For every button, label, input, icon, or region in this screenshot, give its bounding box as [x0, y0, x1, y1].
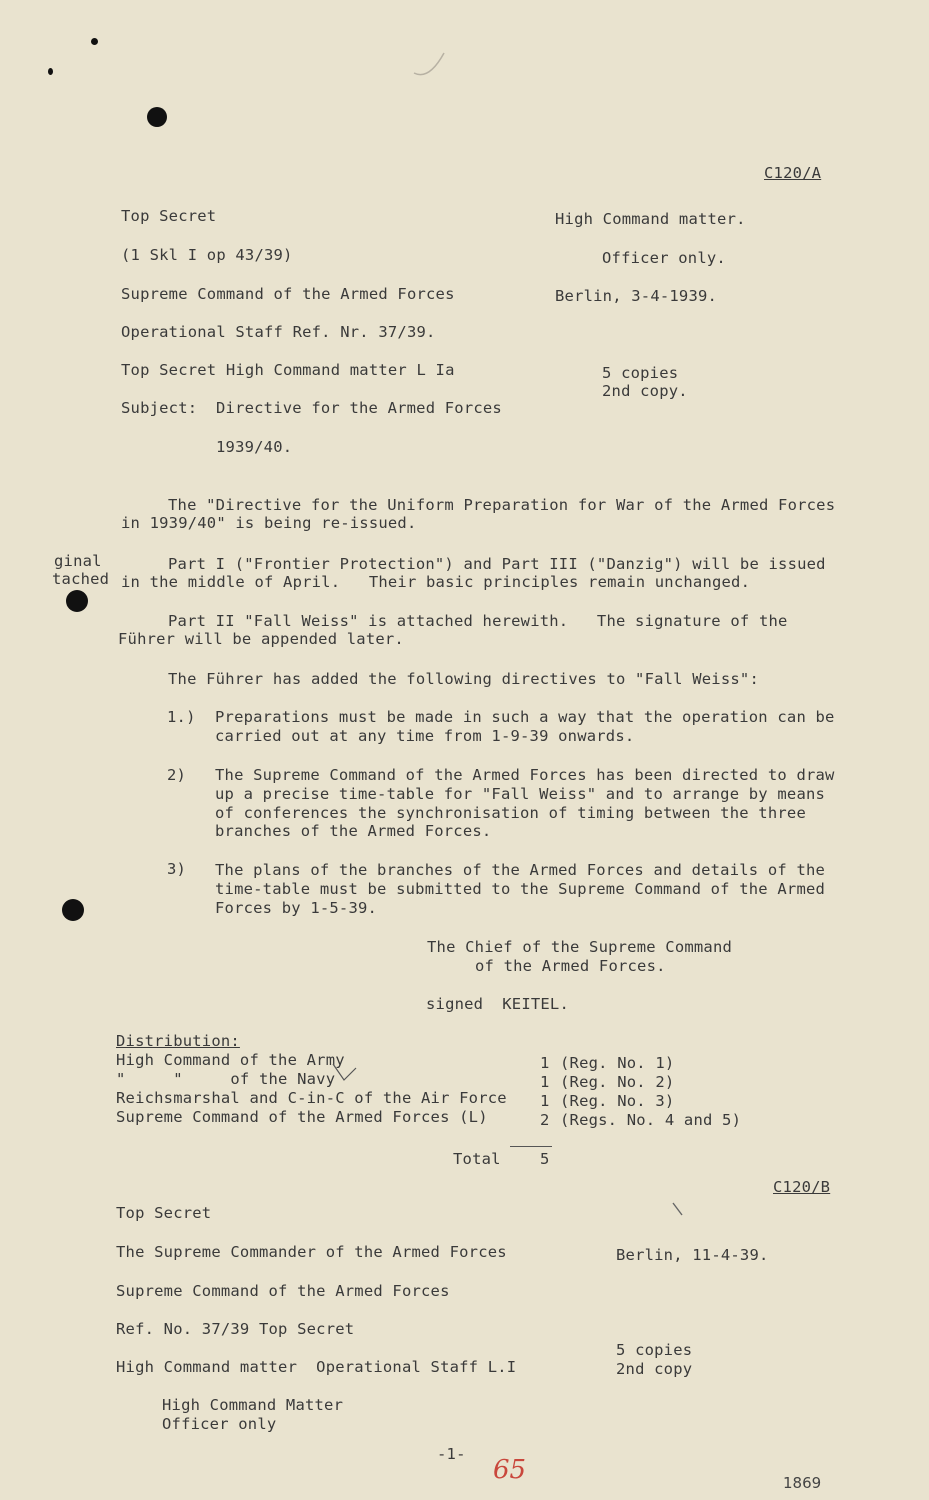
- paragraph-line: Führer will be appended later.: [118, 630, 404, 648]
- total-rule: [510, 1146, 552, 1147]
- file-reference: (1 Skl I op 43/39): [121, 246, 293, 264]
- distribution-recipient: " " of the Navy: [116, 1070, 336, 1088]
- paragraph-line: The "Directive for the Uniform Preparation for War of the Armed Forces: [168, 496, 836, 514]
- item-number: 2): [167, 766, 187, 784]
- page-marker: -1-: [437, 1445, 466, 1463]
- issuer-b: The Supreme Commander of the Armed Forces: [116, 1243, 507, 1261]
- stamp-number: 1869: [783, 1474, 822, 1492]
- ink-blot: [48, 68, 53, 75]
- handling-b: High Command matter Operational Staff L.I: [116, 1358, 517, 1376]
- classification: Top Secret: [121, 207, 217, 225]
- distribution-register: (Regs. No. 4 and 5): [560, 1111, 742, 1129]
- distribution-recipient: High Command of the Army: [116, 1051, 345, 1069]
- distribution-recipient: Supreme Command of the Armed Forces (L): [116, 1108, 488, 1126]
- staff-reference: Operational Staff Ref. Nr. 37/39.: [121, 323, 436, 341]
- subject-year: 1939/40.: [216, 438, 293, 456]
- item-line: Forces by 1-5-39.: [215, 899, 378, 917]
- matter-b: High Command Matter: [162, 1396, 344, 1414]
- place-date-b: Berlin, 11-4-39.: [616, 1246, 769, 1264]
- item-number: 1.): [167, 708, 196, 726]
- paragraph-line: in 1939/40" is being re-issued.: [121, 514, 417, 532]
- copy-number: 2nd copy.: [602, 382, 688, 400]
- item-line: The Supreme Command of the Armed Forces has been directed to draw: [215, 766, 835, 784]
- distribution-count: 1: [540, 1073, 550, 1091]
- distribution-count: 1: [540, 1092, 550, 1110]
- copy-number-b: 2nd copy: [616, 1360, 693, 1378]
- paragraph-line: Part I ("Frontier Protection") and Part III ("Danzig") will be issued: [168, 555, 826, 573]
- paragraph-line: Part II "Fall Weiss" is attached herewith. The signature of the: [168, 612, 788, 630]
- matter-b: Officer only: [162, 1415, 277, 1433]
- subject-label: Subject:: [121, 399, 198, 417]
- item-line: branches of the Armed Forces.: [215, 822, 492, 840]
- restriction: Officer only.: [602, 249, 726, 267]
- copies-count: 5 copies: [602, 364, 679, 382]
- reference-number-b: C120/B: [773, 1178, 831, 1196]
- place-date: Berlin, 3-4-1939.: [555, 287, 718, 305]
- item-line: of conferences the synchronisation of timing between the three: [215, 804, 806, 822]
- punch-hole-blot: [147, 107, 167, 127]
- distribution-label: Distribution:: [116, 1032, 240, 1050]
- item-line: carried out at any time from 1-9-39 onwards.: [215, 727, 635, 745]
- reference-b: Ref. No. 37/39 Top Secret: [116, 1320, 355, 1338]
- distribution-recipient: Reichsmarshal and C-in-C of the Air Force: [116, 1089, 507, 1107]
- ink-blot: [91, 38, 98, 45]
- signature-title: of the Armed Forces.: [475, 957, 666, 975]
- total-value: 5: [540, 1150, 550, 1168]
- item-line: time-table must be submitted to the Supreme Command of the Armed: [215, 880, 826, 898]
- pencil-mark: [670, 1200, 686, 1220]
- total-label: Total: [453, 1150, 501, 1168]
- distribution-count: 1: [540, 1054, 550, 1072]
- classification-b: Top Secret: [116, 1204, 212, 1222]
- punch-hole-blot: [66, 590, 88, 612]
- handling-note: Top Secret High Command matter L Ia: [121, 361, 455, 379]
- punch-hole-blot: [62, 899, 84, 921]
- margin-note: ginal: [54, 552, 102, 570]
- reference-number: C120/A: [764, 164, 822, 182]
- distribution-register: (Reg. No. 1): [560, 1054, 675, 1072]
- distribution-tick: [330, 1060, 360, 1090]
- handwritten-page-number: 65: [493, 1455, 527, 1485]
- signed-by: signed KEITEL.: [426, 995, 569, 1013]
- margin-note: tached: [52, 570, 110, 588]
- paragraph-line: in the middle of April. Their basic principles remain unchanged.: [121, 573, 751, 591]
- distribution-count: 2: [540, 1111, 550, 1129]
- item-number: 3): [167, 860, 187, 878]
- secrecy-level: High Command matter.: [555, 210, 746, 228]
- distribution-register: (Reg. No. 3): [560, 1092, 675, 1110]
- distribution-register: (Reg. No. 2): [560, 1073, 675, 1091]
- authority-b: Supreme Command of the Armed Forces: [116, 1282, 450, 1300]
- copies-count-b: 5 copies: [616, 1341, 693, 1359]
- paragraph-line: The Führer has added the following directives to "Fall Weiss":: [168, 670, 759, 688]
- item-line: up a precise time-table for "Fall Weiss" and to arrange by means: [215, 785, 826, 803]
- subject-text: Directive for the Armed Forces: [216, 399, 502, 417]
- issuing-authority: Supreme Command of the Armed Forces: [121, 285, 455, 303]
- pencil-mark: [410, 45, 450, 80]
- item-line: The plans of the branches of the Armed Forces and details of the: [215, 861, 826, 879]
- signature-title: The Chief of the Supreme Command: [427, 938, 733, 956]
- item-line: Preparations must be made in such a way that the operation can be: [215, 708, 835, 726]
